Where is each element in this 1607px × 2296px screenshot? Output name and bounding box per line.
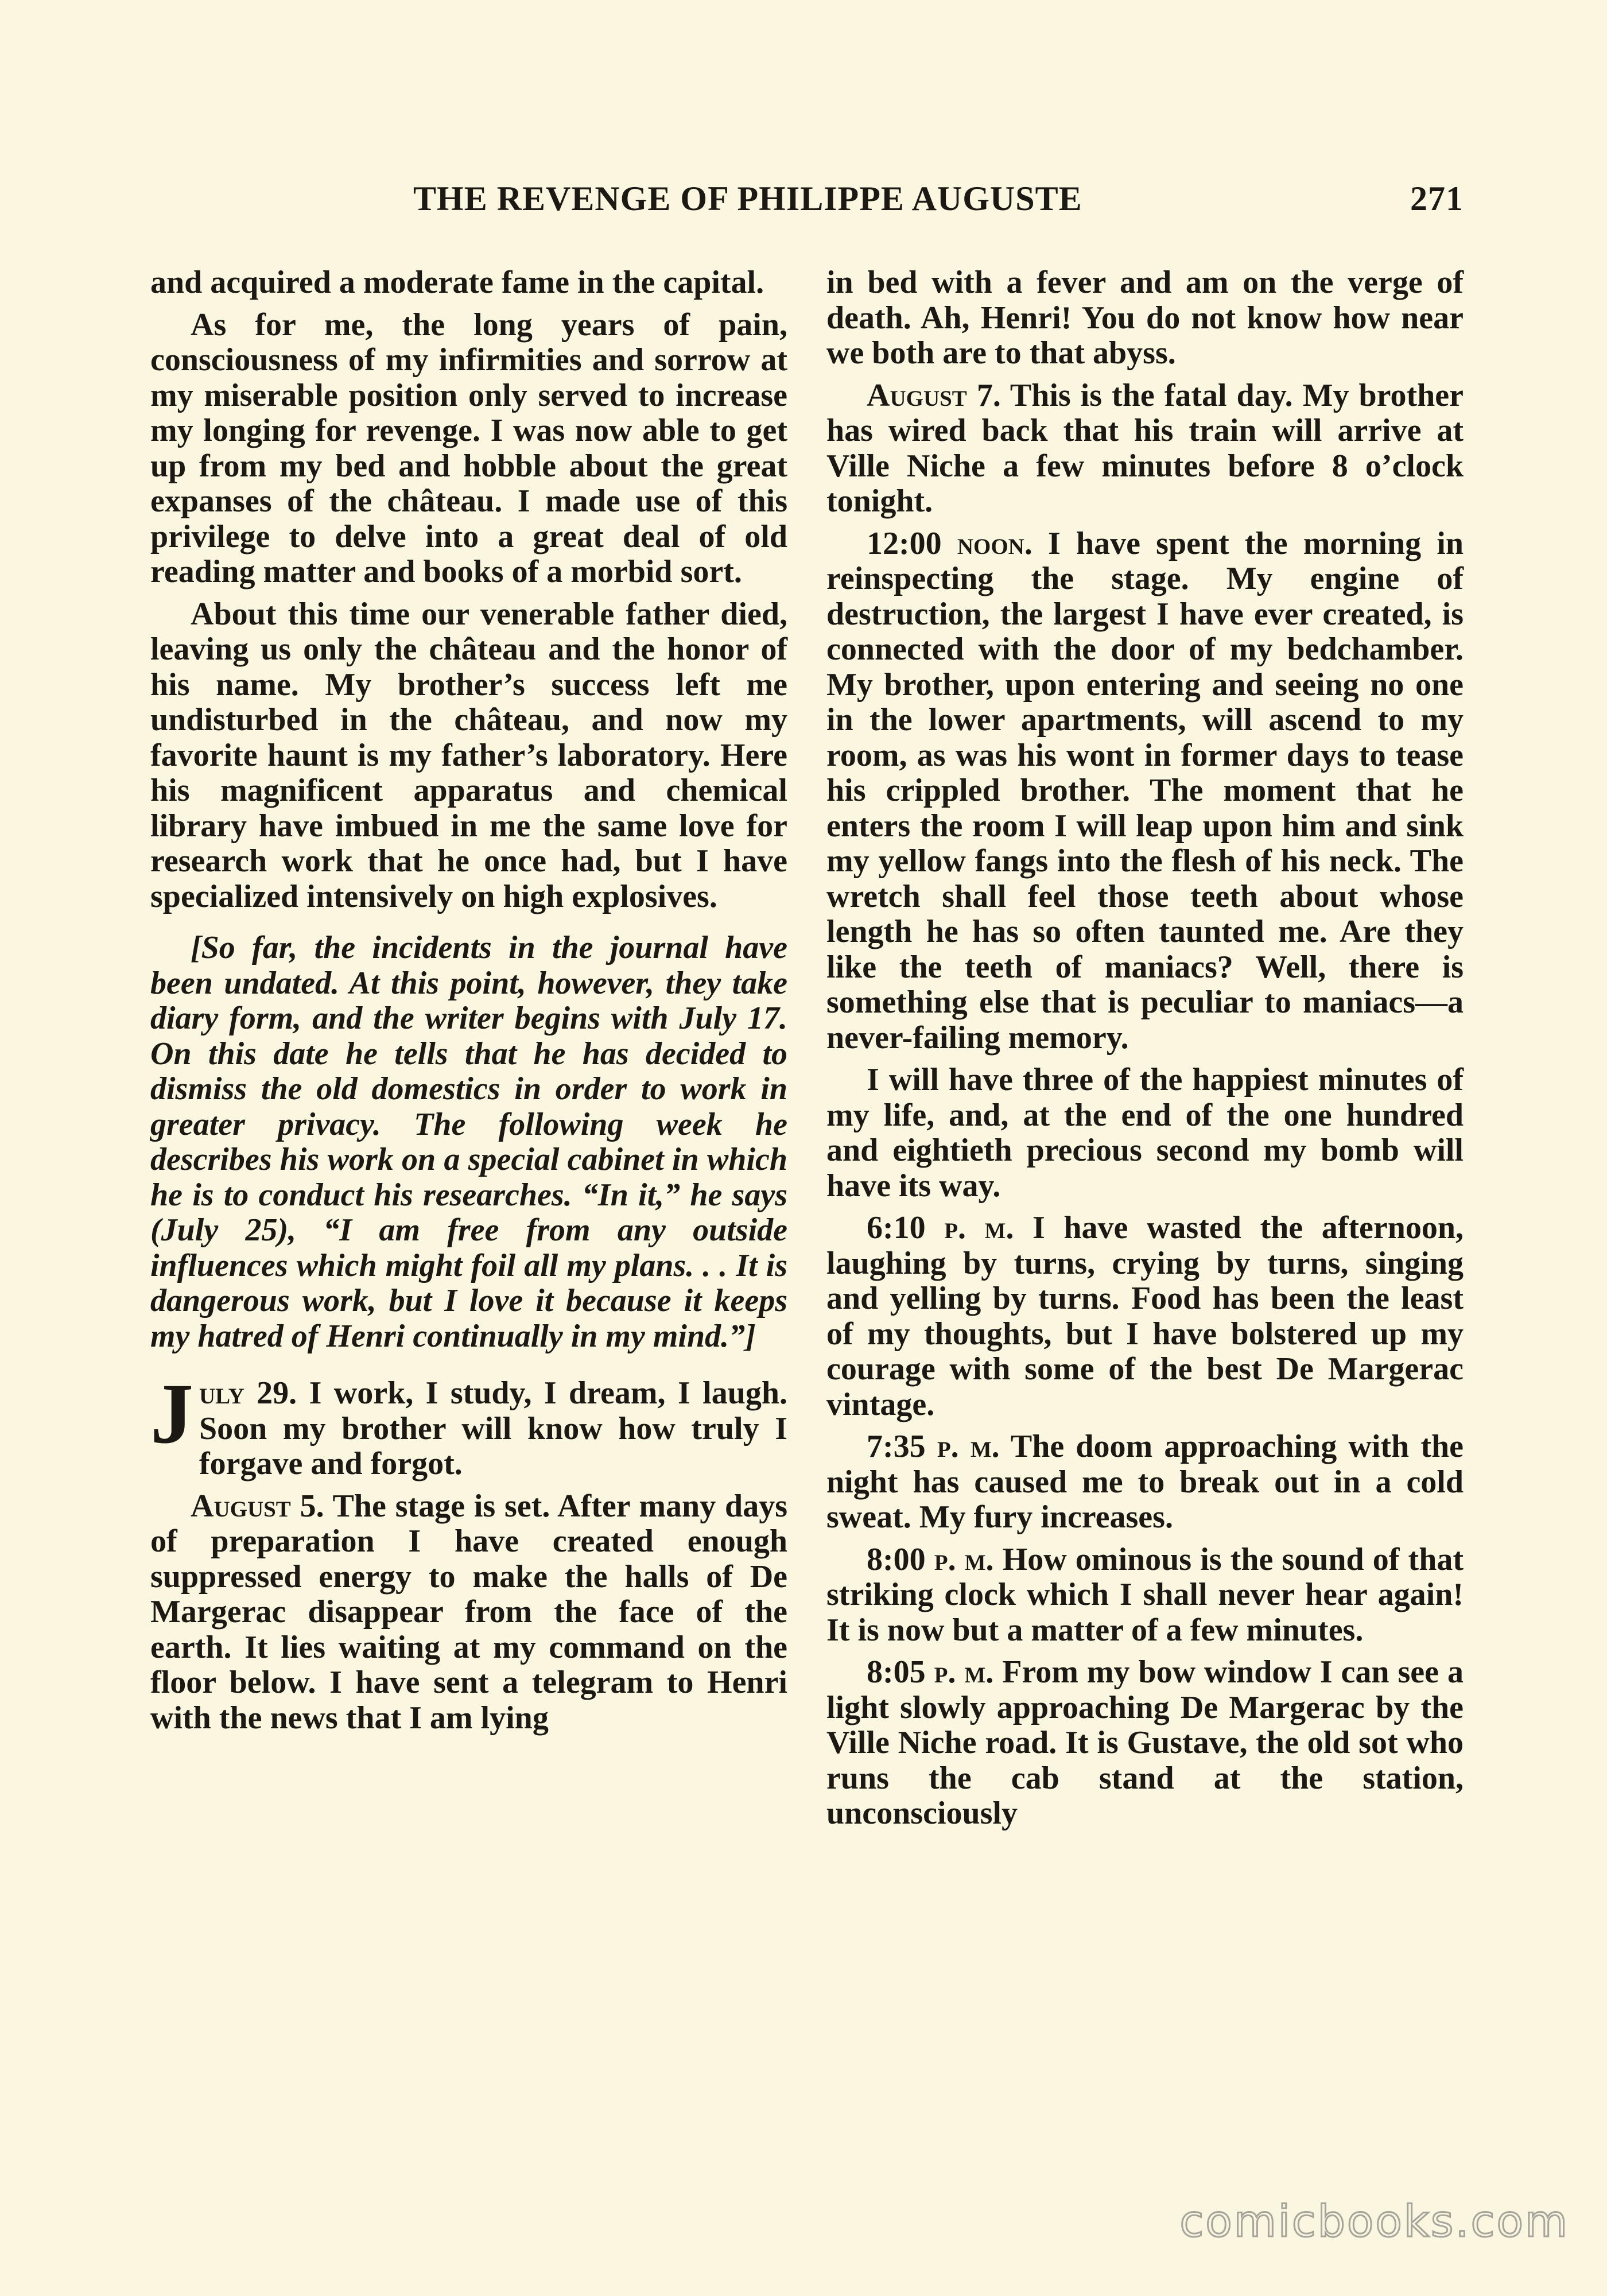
entry-time: 8:05 xyxy=(867,1654,934,1690)
entry-date: uly xyxy=(199,1375,244,1411)
diary-entry-august-5 xyxy=(150,1489,787,1736)
drop-cap: J xyxy=(150,1366,193,1461)
entry-time: 6:10 xyxy=(867,1210,945,1246)
paragraph: About this time our venerable father died, leaving us only the château and the honor of his name. My brother’s success left me undisturbed in the château, and now my favorite haunt is my father’s laboratory. Here his magnificent apparatus and chemical library have imbued in me the same love for research work that he once had, but I have specialized intensively on high explosives. xyxy=(150,596,787,914)
paragraph: As for me, the long years of pain, consciousness of my infirmities and sorrow at my miserable position only served to increase my longing for revenge. I was now able to get up from my bed and hobble about the great expanses of the château. I made use of this privilege to delve into a great deal of old reading matter and books of a morbid sort. xyxy=(150,307,787,589)
right-column xyxy=(826,265,1464,1839)
page-number: 271 xyxy=(1410,180,1464,218)
left-column xyxy=(150,265,787,1743)
entry-time: 12:00 xyxy=(867,525,957,561)
entry-text: 5. The stage is set. After many days of preparation I have created enough suppressed energy to make the halls of De Margerac disappear from the face of the earth. It lies waiting at my command on the floor below. I have sent a telegram to Henri with the news that I am lying xyxy=(150,1488,787,1736)
paragraph: in bed with a fever and am on the verge of death. Ah, Henri! You do not know how near we both are to that abyss. xyxy=(826,265,1464,371)
entry-time-suffix: noon xyxy=(957,525,1024,561)
entry-text: The doom approaching with the night has caused me to break out in a cold sweat. My fury increases. xyxy=(826,1429,1464,1535)
running-title: THE REVENGE OF PHILIPPE AUGUSTE xyxy=(413,180,1082,218)
entry-text: . I have spent the morning in reinspecting the stage. My engine of destruction, the largest I have ever created, is connected with the door of my bedchamber. My brother, upon entering and seeing no one in the lower apartments, will ascend to my room, as was his wont in former days to tease his crippled brother. The moment that he enters the room I will leap upon him and sink my yellow fangs into the flesh of his neck. The wretch shall feel those teeth about whose length he has so often taunted me. Are they like the teeth of maniacs? Well, there is something else that is peculiar to maniacs—a never-failing memory. xyxy=(826,525,1464,1056)
entry-text: From my bow window I can see a light slowly approaching De Margerac by the Ville Niche road. It is Gustave, the old sot who runs the cab stand at the station, unconsciously xyxy=(826,1654,1464,1831)
entry-time-suffix: p. m. xyxy=(937,1429,1000,1464)
diary-entry-august-7 xyxy=(826,378,1464,519)
watermark: comicbooks.com xyxy=(1179,2196,1569,2247)
diary-entry-805pm xyxy=(826,1655,1464,1832)
entry-text: 29. I work, I study, I dream, I laugh. Soon my brother will know how truly I forgave and forgot. xyxy=(199,1375,787,1481)
entry-time-suffix: p. m. xyxy=(944,1210,1014,1246)
entry-time-suffix: p. m. xyxy=(934,1541,994,1577)
diary-entry-735pm xyxy=(826,1429,1464,1535)
diary-entry-noon xyxy=(826,526,1464,1056)
paragraph: I will have three of the happiest minutes of my life, and, at the end of the one hundred and eightieth precious second my bomb will have its way. xyxy=(826,1062,1464,1204)
editorial-note: [So far, the incidents in the journal have been undated. At this point, however, they take diary form, and the writer begins with July 17. On this date he tells that he has decided to dismiss the old domestics in order to work in greater privacy. The following week he describes his work on a special cabinet in which he is to conduct his researches. “In it,” he says (July 25), “I am free from any outside influences which might foil all my plans. . . It is dangerous work, but I love it because it keeps my hatred of Henri continually in my mind.”] xyxy=(150,930,787,1354)
entry-text: 7. This is the fatal day. My brother has wired back that his train will arrive at Ville Niche a few minutes before 8 o’clock tonight. xyxy=(826,377,1464,519)
entry-date: August xyxy=(867,377,967,413)
entry-time: 7:35 xyxy=(867,1429,937,1464)
entry-text: How ominous is the sound of that striking clock which I shall never hear again! It is now but a matter of a few minutes. xyxy=(826,1541,1464,1648)
entry-time-suffix: p. m. xyxy=(934,1654,994,1690)
running-header xyxy=(149,179,1464,219)
paragraph: and acquired a moderate fame in the capital. xyxy=(150,265,764,300)
diary-entry-800pm xyxy=(826,1542,1464,1649)
diary-entry-610pm xyxy=(826,1211,1464,1422)
diary-entry-july-29 xyxy=(150,1366,787,1482)
entry-time: 8:00 xyxy=(867,1541,934,1577)
entry-text: I have wasted the afternoon, laughing by turns, crying by turns, singing and yelling by turns. Food has been the least of my thoughts, but I have bolstered up my courage with some of the best De Margerac vintage. xyxy=(826,1210,1464,1422)
entry-date: August xyxy=(191,1488,291,1524)
